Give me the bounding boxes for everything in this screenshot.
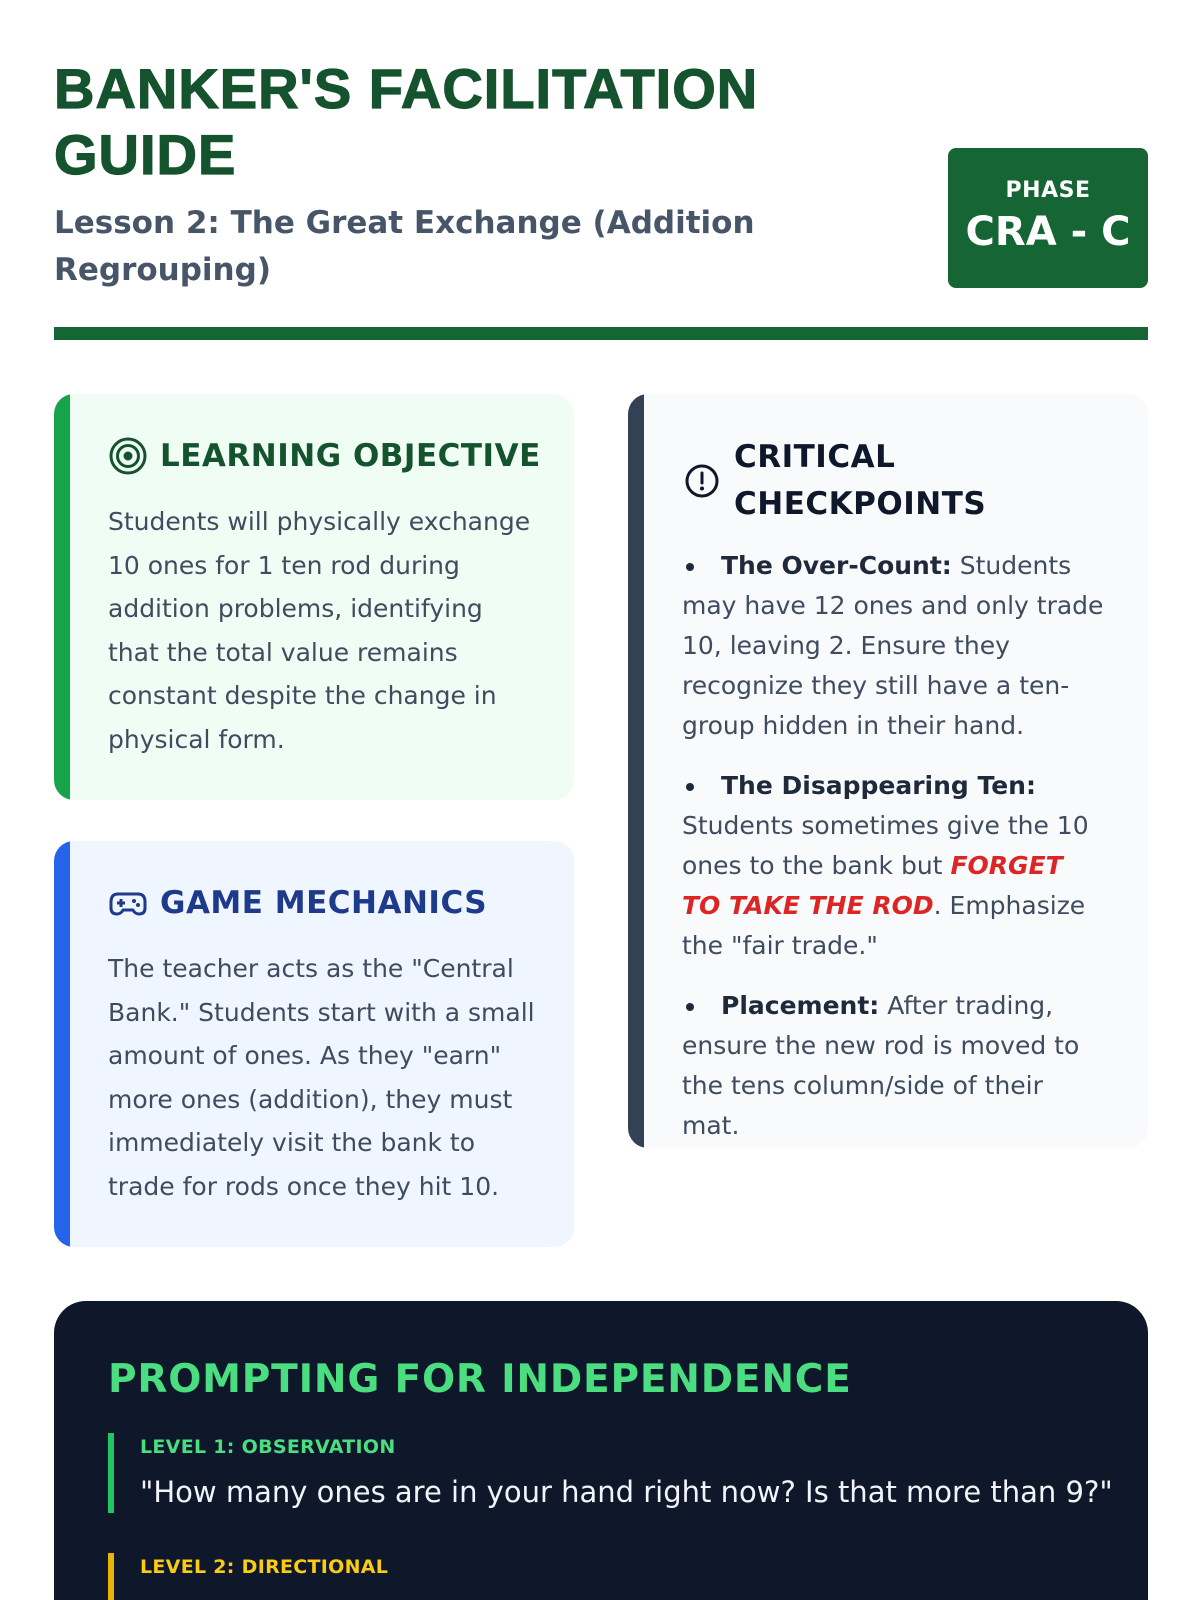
phase-label: PHASE — [1005, 178, 1091, 203]
bullet — [686, 1003, 694, 1011]
bullet — [686, 783, 694, 791]
list-item — [682, 986, 1107, 1146]
list-item — [682, 546, 1107, 746]
level-quote: "How many ones are in your hand right now? Is that more than 9?" — [140, 1475, 1113, 1509]
mechanics-text: The teacher acts as the "Central Bank." Students start with a small amount of ones. As they "earn" more ones (addition), they must immediately visit the bank to trade for rods once they hit 10. — [108, 954, 535, 1201]
checkpoint-text: Students may have 12 ones and only trade 10, leaving 2. Ensure they recognize they still have a ten-group hidden in their hand. — [682, 551, 1104, 740]
checkpoint-list — [682, 546, 1107, 1148]
learning-objective-card — [54, 394, 574, 800]
card-header — [108, 883, 487, 923]
gamepad-icon — [108, 883, 148, 923]
objective-text: Students will physically exchange 10 ones for 1 ten rod during addition problems, identifying that the total value remains constant despite the change in physical form. — [108, 507, 531, 754]
level-label: LEVEL 1: OBSERVATION — [140, 1436, 396, 1458]
level-accent-bar — [108, 1553, 114, 1600]
prompting-panel — [54, 1301, 1148, 1600]
level-label: LEVEL 2: DIRECTIONAL — [140, 1556, 389, 1578]
card-accent-bar — [54, 394, 70, 800]
prompting-heading: PROMPTING FOR INDEPENDENCE — [108, 1357, 852, 1402]
guide-header — [54, 56, 1148, 294]
checkpoint-text: After trading, ensure the new rod is moved to the tens column/side of their mat. — [682, 991, 1080, 1140]
alert-circle-icon — [682, 461, 722, 501]
checkpoint-warning: FORGET TO TAKE THE ROD — [682, 851, 1063, 920]
card-header — [682, 434, 994, 528]
prompt-level-2 — [108, 1553, 388, 1600]
card-heading: GAME MECHANICS — [160, 885, 488, 921]
card-accent-bar — [628, 394, 644, 1148]
bullet — [686, 563, 694, 571]
card-heading: CRITICAL CHECKPOINTS — [734, 439, 987, 522]
page-title: BANKER'S FACILITATION GUIDE — [54, 57, 759, 186]
checkpoint-lead: The Over-Count: — [721, 551, 952, 580]
target-icon — [108, 436, 148, 476]
level-accent-bar — [108, 1433, 114, 1513]
checkpoint-lead: Placement: — [721, 991, 880, 1020]
lesson-subtitle: Lesson 2: The Great Exchange (Addition Regrouping) — [54, 205, 755, 288]
prompt-level-1 — [108, 1433, 1113, 1513]
checkpoint-text: Students sometimes give the 10 ones to the bank but — [682, 811, 1089, 880]
card-header — [108, 436, 541, 476]
card-accent-bar — [54, 841, 70, 1247]
checkpoint-text-after: . Emphasize the "fair trade." — [682, 891, 1086, 960]
checkpoint-lead: The Disappearing Ten: — [721, 771, 1036, 800]
header-divider — [54, 327, 1148, 340]
critical-checkpoints-card — [628, 394, 1148, 1148]
list-item — [682, 766, 1107, 966]
phase-badge — [948, 148, 1148, 288]
game-mechanics-card — [54, 841, 574, 1247]
card-heading: LEARNING OBJECTIVE — [160, 438, 541, 474]
phase-value: CRA - C — [965, 209, 1131, 255]
